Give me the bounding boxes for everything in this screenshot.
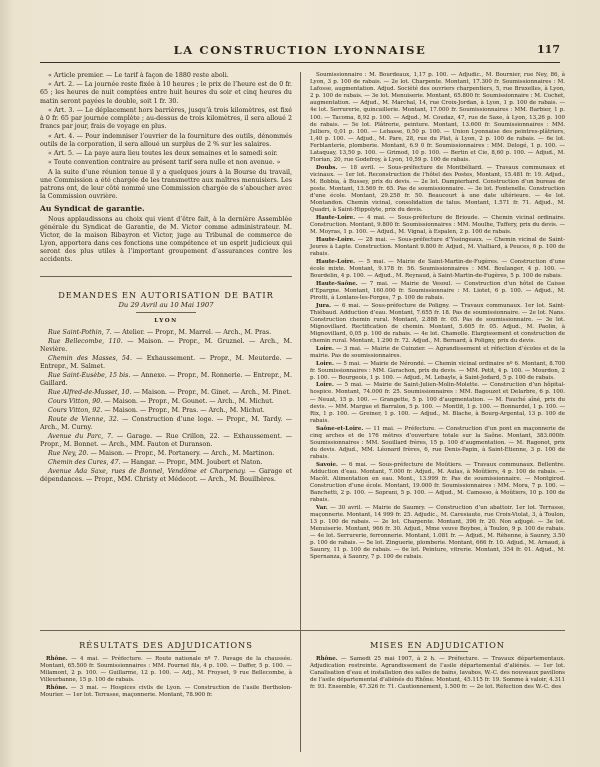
entry-text: — Samedi 25 mai 1907, à 2 h. — Préfecture. — Travaux départementaux. Adjudication restreinte. Agrandissement de l’asile départemental d’aliénés. — 1er lot. Canalisation d’eau et installation des salles de bains, lavabos, W.-C. des nouveaux pavillons de l’asile départemental d’aliénés du Rhône. Montant, 45.115 fr. 19. Somme à valoir, 4.311 fr. 93. Ensemble, 47.326 fr. 71. Cautionnement, 1.500 fr. — 2e lot. Réfection des W.-C. des [310,656,565,691]
demande-street: Rue Saint-Eusèbe, 15 bis. [48,371,131,379]
short-rule [408,651,468,652]
adjudication-entry [310,281,565,302]
resultat-entry [40,685,292,699]
entry-text: — 18 avril. — Sous-préfecture de Montbéliard. — Travaux communaux et vicinaux. — 1er lot. Reconstruction de l’hôtel des Postes, Montant, 15.481 fr. 19. Adjud., M. Bobbia, à Bussey, prix du devis. — 2e lot. Dampierhard. Construction d’un bureau de poste. Montant, 13.569 fr. 65. Pas de soumissionnaire. — 3e lot. Fontenelle. Construction d’une école. Montant, 29.258 fr. 50. Beaucourt à une date ultérieure. — 4e lot. Montandon. Chemin vicinal, consolidation de talus. Montant, 1.571 fr. 71. Adjud., M. Quadri, à Saint-Hippolyte, prix du devis. [310,164,565,214]
demande-street: Route de Vienne, 32. [48,415,119,423]
adjudication-entry [310,303,565,346]
entry-text: — 11 mai. — Préfecture. — Construction d’un pont en maçonnerie de cinq arches et de 176 mètres d’ouverture totale sur la Saône. Montant, 383.000fr. Soumissionnaires : MM. Souillard frères, 15 p. 100 d’augmentation. — M. Ragonot, prix du devis. Adjud., MM. Léonard frères, 6, rue Denis-Papin, à Saint-Etienne, 3 p. 100 de rabais. [310,425,565,460]
short-rule [136,651,196,652]
article-1: « Article premier. — Le tarif à façon de 1880 reste aboli. [48,72,229,79]
demande-entry [40,459,292,467]
department-name: Rhône. [46,685,68,692]
page-number: 117 [537,43,560,56]
demande-entry [40,407,292,415]
demande-text: — Maison. — Propr., M. Portanery. — Arch., M. Martinon. [88,450,275,458]
demande-text: — Maison. — Propr., M. Pras. — Arch., M. Michut. [102,406,265,414]
demande-text: — Hangar. — Propr., MM. Joubert et Naton. [120,459,263,467]
demande-entry [40,338,292,354]
department-name: Rhône. [46,656,68,663]
city-heading: LYON [154,318,178,325]
entry-text: — 6 mai. — Sous-préfecture de Poligny. — Travaux communaux. 1er lot. Saint-Thiébaud. Adduction d’eau. Montant, 7.655 fr. 18. Pas de soumissionnaire. — 2e lot. Nans. Construction chemin rural. Montant, 2.888 fr. 05. Pas de soumissionnaire. — 3e lot. Mignovillard. Rectification de chemin. Montant, 5.605 fr. 05. Adjud., M. Paolin, à Mignovillard, 0,05 p. 100 de rabais. — 4e lot. Chamolle. Elargissement et construction de chemin rural. Montant, 1.290 fr. 72. Adjud., M. Bernard, à Poligny, prix du devis. [310,302,565,345]
demande-street: Rue Bellecombe, 110. [48,337,123,345]
demande-text: — Exhaussement. — Propr., M. Meuterde. — Entrepr., M. Salmet. [40,354,293,370]
department-name: Jura. [316,302,331,309]
entry-text: — 4 mai. — Sous-préfecture de Brioude. — Chemin vicinal ordinaire. Construction. Montant, 9.800 fr. Soumissionnaires : MM. Moulhe, Tuffery, prix du devis. — M. Moyras, 1 p. 100. — Adjud., M. Vignal, à Espalen, 2 p. 100 de rabais. [310,215,565,236]
adjudication-entry [310,505,565,562]
department-name: Var. [316,504,328,511]
article-2: « Art. 2. — La journée reste fixée à 10 heures ; le prix de l’heure est de 0 fr. 65 ; les heures de nuit comptées entre huit heures du soir et cinq heures du matin seront payées le double, soit 1 fr. 30. [40,81,292,105]
adjudication-entry [310,72,565,164]
demande-street: Cours Vitton, 90. [48,397,103,405]
adjudication-entry [310,462,565,505]
department-name: Loire. [316,360,334,367]
entry-text: Soumissionnaire : M. Bourdeaux, 1,17 p. 100. — Adjudic., M. Bournier, rue Ney, 86, à Lyon, 3 p. 100 de rabais. — 2e lot. Charpente. Montant, 17.300 fr. Soumissionnaires : M. Lafosse, augmentation. Adjud. Société des ouvriers charpentiers, 5, rue Bruxelles, à Lyon, 2 p. 100 de rabais. — 3e lot. Menuiserie. Montant, 65.800 fr. Soumissionnaire : M. Cochet, augmentation. — Adjud., M. Marchal, 14, rue Croix-Jordan, à Lyon, 1 p. 100 de rabais. — 4e lot. Serrurerie, quincaillerie. Montant, 17.000 fr. Soumissionnaires : MM. Barbier, 1 p. 100. — Tacoma, 8,92 p. 100. — Adjud., M. Coudaz, 47, rue de Saxe, à Lyon, 13,26 p. 100 de rabais. — 5e lot. Plâtrerie, peinture. Montant, 13.600 fr. Soumissionnaires : MM. Julliers, 0,01 p. 100. — Lehasse, 0,50 p. 100. — Union Lyonnaise des peintres-plâtriers, 1,40 p. 100. — Adjud., M. Pare, 28, rue du Plat, à Lyon, 2 p. 100 de rabais. — 6e lot. Ferblanterie, plomberie. Montant, 6.9 0 fr. Soumissionnaires : MM. Delogé, 1 p. 100. — Lataquay, 13,50 p. 100. — Grimod, 10 p. 100. — Bertin et Cie, 8,60 p. 100. — Adjud., M. Florian, 20, rue Godefroy, à Lyon, 10,59 p. 100 de rabais. [310,72,565,164]
demande-street: Rue Ney, 20. [48,450,89,458]
adjudication-entry [310,237,565,258]
demande-text: — Maison. — Propr., M. Gruznel. — Arch., M. Nevière. [40,337,293,353]
article-4: « Art. 4. — Pour indemniser l’ouvrier de la fourniture des outils, dénommés outils de la corporation, il sera alloué un surplus de 2 % sur les salaires. [40,132,292,148]
article-5: « Art. 5. — La paye aura lieu toutes les deux semaines et le samedi soir. [48,149,278,157]
entry-text: — 5 mai. — Mairie de Saint-Julien-Molin-Molette. — Construction d’un hôpital-hospice. Montant, 74.000 fr. 25. Soumissionnaires : MM. Bagouzet et Delarbre, 6 p. 100. — Neuat, 15 p. 100. — Grangette, 5 p. 100 d’augmentation. — M. Fauché aîné, prix du devis. — MM. Margue et Barralon, 5 p. 100. — Montlit, 1 p. 100. — Bonnardel, 1 p. 100. — Rix, 1 p. 100. — Greiner, 1 p. 100. — Adjud., M. Blache, à Bourg-Argental, 13 p. 100 de rabais. [310,382,565,424]
mise-entry [310,656,565,691]
department-name: Haute-Loire. [316,236,356,243]
right-column [310,72,565,562]
resultats-heading: RÉSULTATS DES ADJUDICATIONS [79,640,253,650]
entry-text: — 3 mai. — Hospices civils de Lyon. — Construction de l’asile Bertholon-Mourier. — 1er lot. Terrasse, maçonnerie. Montant, 78.900 fr. [40,685,292,699]
department-name: Loire. [316,345,334,352]
department-name: Loire. [316,382,334,389]
page-header [40,40,560,63]
demande-entry [40,372,292,388]
adjudication-entry [310,215,565,236]
demande-entry [40,416,292,432]
mises-heading: MISES EN ADJUDICATION [370,640,505,650]
mises-section [310,638,565,692]
adjudication-entry [310,382,565,425]
demande-street: Avenue Ada Saxe, rues de Bonnel, Vendôme et Charpenay. [48,468,246,476]
left-column [40,72,292,485]
demande-street: Avenue du Parc, 7. [48,433,114,441]
reunion-paragraph: A la suite d’une réunion tenue il y a quelques jours à la Bourse du travail, une Commission a été chargée de les transmettre aux maîtres menuisiers. Les patrons ont, de leur côté nommé une Commission chargée de s’aboucher avec la Commission ouvrière. [40,168,292,200]
article-closing: « Toute convention contraire au présent tarif sera nulle et non avenue. » [48,159,281,167]
demande-entry [40,450,292,458]
syndicat-heading: Au Syndicat de garantie. [40,204,145,214]
adjudication-entry [310,346,565,360]
resultats-section [40,638,292,700]
entry-text: — 4 mai. — Préfecture. — Route nationale nº 7. Pavage de la chaussée. Montant, 65.500 fr. Soumissionnaires : MM. Fournel fils, 4 p. 100. — Daffer, 5 p. 100. — Milamont, 2 p. 100. — Guillarme, 12 p. 100. — Adj., M. Froyset, 9 rue Bellecombe, à Villeurbanne, 15 p. 100 de rabais. [40,656,292,684]
demande-street: Rue Saint-Pothin, 7. [48,328,112,336]
entry-text: — 7 mai. — Mairie de Vesoul. — Construction d’un hôtel de Caisse d’Epargne. Montant, 160.000 fr. Soumissionnaire : M. Liotet, 6 p. 100. — Adjud., M. Pirotti, à Lonlans-les-Forges, 7 p. 100 de rabais. [310,280,565,301]
demande-entry [40,329,292,337]
demande-entry [40,433,292,449]
demandes-dates: Du 29 Avril au 10 Mai 1907 [118,301,214,310]
department-name: Saône-et-Loire. [316,425,364,432]
resultat-entry [40,656,292,684]
adjudication-entry [310,361,565,382]
demande-text: — Maison. — Propr., M. Gounet. — Arch., M. Michut. [102,397,274,405]
department-name: Rhône. [316,656,338,663]
running-title: LA CONSTRUCTION LYONNAISE [173,43,427,57]
entry-text: — 5 mai. — Mairie de Saint-Martin-de-Fugères. — Construction d’une école mixte. Montant, 9.178 fr. 56. Soumissionnaires : MM. Boulanger, 4 p. 100. — Bourdelin, 4 p. 100. — Adjud., M. Reynaud, à Saint-Martin-de-Fugères, 5 p. 100 de rabais. [310,258,565,279]
resultats-list [40,656,292,699]
demande-text: — Garage. — Rue Crillon, 22. — Exhaussement. — Propr., M. Bonnet. — Arch., MM. Fauton et Duranson. [40,433,292,449]
short-rule [136,312,196,313]
entry-text: — 30 avril. — Mairie de Saumry. — Construction d’un abattoir. 1er lot. Terrasse, maçonnerie. Montant, 14 999 fr. 25. Adjudic., M. Caresiaute, rue Croix-Violat, 3, à Toulon, 13 p. 100 de rabais. — 2e lot. Charpente. Montant, 396 fr. 20. Non adjugé. — 3e lot. Menuiserie. Montant, 966 fr. 30. Adjud., Mme veuve Boyboe, à Toulon, 9 p. 100 de rabais. — 4e lot. Serrurerie, ferronnerie. Montant, 1.081 fr. — Adjud., M. Réhenne, à Saunry, 3.50 p. 100 de rabais. — 5e lot. Zinguerie, plomberie. Montant, 666 fr. 10. Adjud., M. Arnaud, à Saunry, 11 p. 100 de rabais. — 6e lot. Peinture, vitrerie. Montant, 354 fr. 01. Adjud., M. Spernanza, à Saunry, 7 p. 100 de rabais. [310,504,565,561]
demande-text: — Construction d’une loge. — Propr., M. Tardy. — Arch., M. Curny. [40,415,292,432]
article-3: « Art. 3. — Le déplacement hors barrières, jusqu’à trois kilomètres, est fixé à 0 fr. 65 par journée complète ; au-dessus de trois kilomètres, il sera alloué 2 francs par jour, frais de voyage en plus. [40,106,292,131]
demande-street: Chemin des Masses, 54. [48,354,132,362]
demandes-list [40,329,292,485]
department-name: Haute-Loire. [316,215,356,222]
demande-entry [40,398,292,406]
demandes-heading: DEMANDES EN AUTORISATION DE BATIR [40,276,292,299]
column-divider [300,72,301,752]
entry-text: — 6 mai. — Sous-préfecture de Moûtiers. — Travaux communaux. Bellentre. Adduction d’eau. Montant, 7.000 fr. Adjud., M. Aulas, à Moûtiers, 4 p. 100 de rabais. — Macôt. Alimentation en eau. Mont., 13.999 fr. Pas de soumissionnaire. — Montgirod. Construction d’une école. Montant, 19.000 fr. Soumissionnaires : MM. Mora, 7 p. 100. — Banchetti, 2 p. 100. — Soprani, 5 p. 100. — Adjud., M. Camosso, à Moûtiers, 10 p. 100 de rabais. [310,461,565,504]
department-name: Savoie. [316,461,338,468]
mises-list [310,656,565,691]
adjudication-entry [310,165,565,215]
demande-entry [40,468,292,484]
demande-text: — Maison. — Propr., M. Ginet. — Arch., M. Pinet. [131,388,291,396]
demande-entry [40,389,292,397]
demande-entry [40,355,292,371]
entry-text: — 28 mai. — Sous-préfecture d’Yssingeaux. — Chemin vicinal de Saint-Jeures à Lapte. Construction. Montant 9.800 fr. Adjud., M. Vialliard, à Peuces, 6 p. 100 de rabais. [310,236,565,258]
entry-text: — 3 mai. — Mairie de Cuinzier. — Agrandissement et réfection d’écoles et de la mairie. Pas de soumissionnaires. [310,345,565,359]
demande-street: Cours Vitton, 92. [48,406,103,414]
demande-text: — Annexe. — Propr., M. Ronnerie. — Entrepr., M. Gaillard. [40,371,292,387]
adjudication-entry [310,426,565,461]
adjudication-entry [310,259,565,280]
demande-text: — Garage et dépendances. — Propr., MM. Christy et Médecot. — Arch., M. Bouilhères. [40,468,292,484]
demande-street: Rue Alfred-de-Musset, 10. [48,388,132,396]
department-name: Haute-Loire. [316,258,356,265]
department-name: Haute-Saône. [316,280,358,287]
demande-text: — Atelier. — Propr., M. Marrel. — Arch., M. Pras. [111,328,272,336]
entry-text: — 5 mai. — Mairie de Nérondé. — Chemin vicinal ordinaire nº 6. Montant, 8.700 fr. Soumissionnaires : MM. Garachon, prix du devis. — MM. Petit, 4 p. 100. — Mourdon, 2 p. 100. — Bourgeois, 1 p. 100. — Adjud., M. Lebayle, à Saint-Jodard, 5 p. 100 de rabais. [310,360,565,381]
syndicat-paragraph: Nous applaudissons au choix qui vient d’être fait, à la dernière Assemblée générale du Syndicat de Garantie, de M. Victor comme administrateur. M. Victor, de la maison Ribayron et Victor, juge au Tribunal de commerce de Lyon, apportera dans ces fonctions une compétence et un esprit judicieux qui seront des plus utiles à l’important groupement d’assurances contre les accidents. [40,216,292,264]
bottom-rule [40,630,565,631]
department-name: Doubs. [316,164,338,171]
demande-street: Chemin des Cures, 47. [48,459,121,467]
